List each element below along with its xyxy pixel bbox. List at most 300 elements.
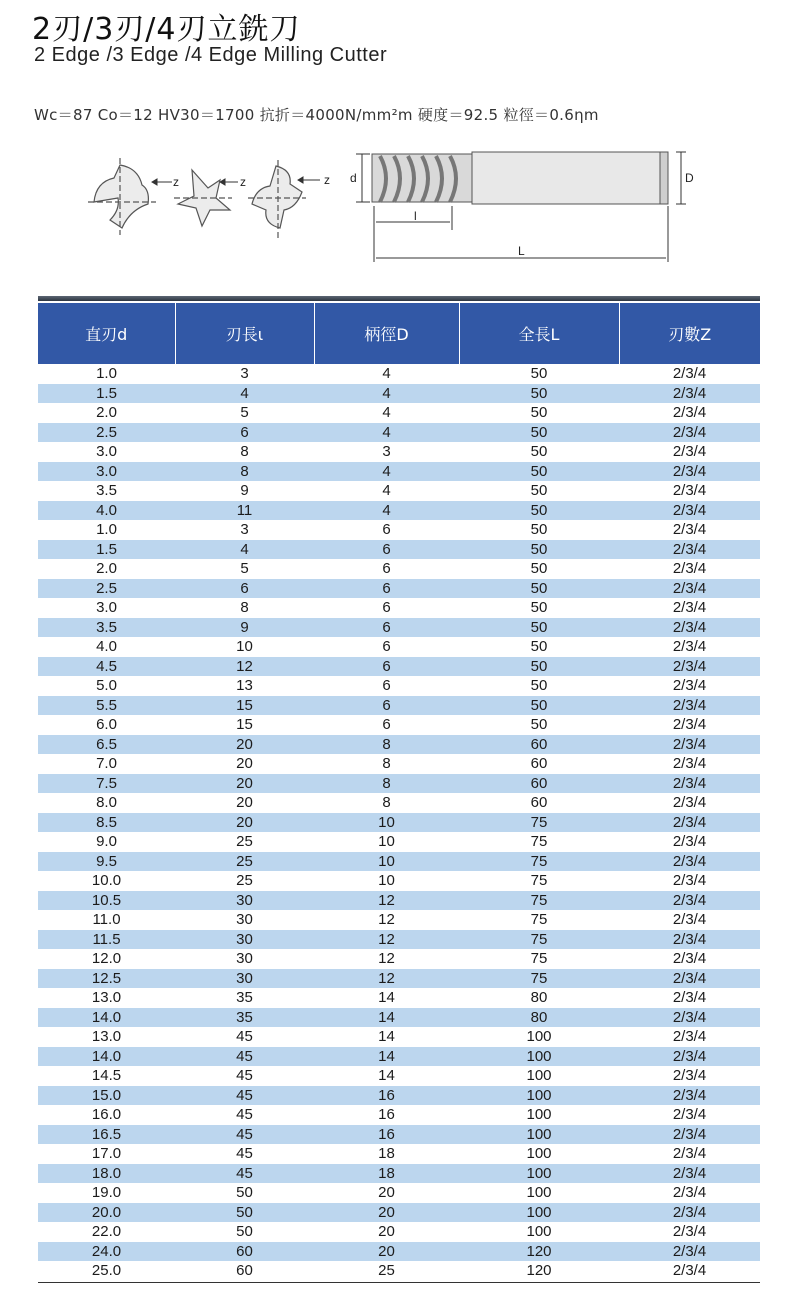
cell-edge-length: 4 bbox=[175, 540, 314, 560]
cell-diameter: 1.0 bbox=[96, 365, 117, 382]
cell-diameter: 2.0 bbox=[96, 560, 117, 577]
cell-shank-diameter: 12 bbox=[378, 911, 395, 928]
cell-overall-length: 50 bbox=[459, 423, 619, 443]
cell-edge-length: 45 bbox=[175, 1164, 314, 1184]
cell-flutes: 2/3/4 bbox=[619, 774, 760, 794]
cell-overall-length: 50 bbox=[530, 365, 548, 382]
table-row bbox=[38, 754, 760, 774]
z-label-1: z bbox=[173, 175, 179, 189]
cell-shank-diameter: 10 bbox=[378, 833, 395, 850]
z-label-2: z bbox=[240, 175, 246, 189]
table-row bbox=[38, 1027, 760, 1047]
cell-flutes: 2/3/4 bbox=[619, 852, 760, 872]
table-row bbox=[38, 559, 760, 579]
cell-edge-length: 8 bbox=[240, 443, 249, 460]
cell-edge-length: 25 bbox=[236, 872, 253, 889]
cell-shank-diameter: 4 bbox=[314, 384, 459, 404]
cell-flutes: 2/3/4 bbox=[672, 1145, 707, 1162]
cell-shank-diameter: 18 bbox=[378, 1145, 395, 1162]
three-edge-end-view-icon bbox=[174, 170, 232, 226]
table-row bbox=[38, 715, 760, 735]
cell-flutes: 2/3/4 bbox=[619, 540, 760, 560]
cell-flutes: 2/3/4 bbox=[672, 638, 707, 655]
cell-diameter: 5.5 bbox=[38, 696, 175, 716]
cell-diameter: 13.0 bbox=[91, 989, 122, 1006]
table-row bbox=[38, 657, 760, 677]
cell-edge-length: 45 bbox=[175, 1125, 314, 1145]
table-row bbox=[38, 1008, 760, 1028]
cell-edge-length: 45 bbox=[236, 1067, 253, 1084]
cell-edge-length: 30 bbox=[236, 911, 253, 928]
cell-diameter: 20.0 bbox=[38, 1203, 175, 1223]
table-row bbox=[38, 696, 760, 716]
cell-edge-length: 3 bbox=[240, 365, 249, 382]
cell-edge-length: 60 bbox=[175, 1242, 314, 1262]
spec-table bbox=[38, 303, 760, 1281]
cell-overall-length: 50 bbox=[530, 521, 548, 538]
cell-flutes: 2/3/4 bbox=[619, 1203, 760, 1223]
cell-shank-diameter: 6 bbox=[382, 560, 391, 577]
cell-flutes: 2/3/4 bbox=[619, 579, 760, 599]
cell-shank-diameter: 14 bbox=[378, 1028, 395, 1045]
table-row bbox=[38, 988, 760, 1008]
cell-shank-diameter: 18 bbox=[314, 1164, 459, 1184]
cell-shank-diameter: 14 bbox=[378, 1067, 395, 1084]
cell-overall-length: 50 bbox=[530, 677, 548, 694]
cell-flutes: 2/3/4 bbox=[672, 833, 707, 850]
cell-edge-length: 8 bbox=[175, 462, 314, 482]
cell-overall-length: 60 bbox=[530, 755, 548, 772]
table-row bbox=[38, 501, 760, 521]
cell-shank-diameter: 6 bbox=[382, 521, 391, 538]
table-row bbox=[38, 403, 760, 423]
table-row bbox=[38, 891, 760, 911]
table-row bbox=[38, 1242, 760, 1262]
cell-edge-length: 45 bbox=[175, 1086, 314, 1106]
cell-overall-length: 50 bbox=[459, 462, 619, 482]
cell-diameter: 6.0 bbox=[96, 716, 117, 733]
table-row bbox=[38, 1203, 760, 1223]
cell-diameter: 6.5 bbox=[38, 735, 175, 755]
table-row bbox=[38, 1222, 760, 1242]
cell-diameter: 16.0 bbox=[91, 1106, 122, 1123]
cell-edge-length: 6 bbox=[175, 579, 314, 599]
cell-edge-length: 45 bbox=[175, 1047, 314, 1067]
cell-diameter: 24.0 bbox=[38, 1242, 175, 1262]
table-row bbox=[38, 969, 760, 989]
cell-shank-diameter: 4 bbox=[314, 423, 459, 443]
cell-flutes: 2/3/4 bbox=[619, 1125, 760, 1145]
cell-diameter: 18.0 bbox=[38, 1164, 175, 1184]
cell-overall-length: 100 bbox=[459, 1086, 619, 1106]
cell-diameter: 3.0 bbox=[96, 599, 117, 616]
col-header-diameter: 直刃d bbox=[38, 303, 175, 364]
cell-flutes: 2/3/4 bbox=[619, 891, 760, 911]
cell-diameter: 1.5 bbox=[38, 540, 175, 560]
cell-shank-diameter: 4 bbox=[314, 501, 459, 521]
cell-overall-length: 50 bbox=[459, 696, 619, 716]
cell-diameter: 1.5 bbox=[38, 384, 175, 404]
cell-overall-length: 75 bbox=[530, 833, 548, 850]
table-bottom-rule bbox=[38, 1282, 760, 1283]
cell-diameter: 3.5 bbox=[38, 618, 175, 638]
cell-diameter: 25.0 bbox=[91, 1262, 122, 1279]
cell-flutes: 2/3/4 bbox=[672, 521, 707, 538]
cell-overall-length: 50 bbox=[530, 482, 548, 499]
cell-diameter: 3.0 bbox=[96, 443, 117, 460]
page-subtitle: 2 Edge /3 Edge /4 Edge Milling Cutter bbox=[34, 44, 388, 66]
cell-shank-diameter: 8 bbox=[382, 755, 391, 772]
cell-edge-length: 12 bbox=[175, 657, 314, 677]
table-row bbox=[38, 949, 760, 969]
col-header-flutes: 刃數Z bbox=[619, 303, 760, 364]
cell-overall-length: 50 bbox=[530, 716, 548, 733]
table-row bbox=[38, 1105, 760, 1125]
table-row bbox=[38, 832, 760, 852]
cell-overall-length: 75 bbox=[530, 911, 548, 928]
cell-flutes: 2/3/4 bbox=[619, 384, 760, 404]
table-row bbox=[38, 364, 760, 384]
cell-overall-length: 50 bbox=[530, 560, 548, 577]
cell-diameter: 12.0 bbox=[91, 950, 122, 967]
cell-diameter: 4.0 bbox=[38, 501, 175, 521]
table-row bbox=[38, 442, 760, 462]
cell-diameter: 8.5 bbox=[38, 813, 175, 833]
cell-overall-length: 75 bbox=[530, 950, 548, 967]
cell-diameter: 11.5 bbox=[38, 930, 175, 950]
cell-flutes: 2/3/4 bbox=[619, 1164, 760, 1184]
table-row bbox=[38, 1144, 760, 1164]
page-title: 2刃/3刃/4刃立銑刀 bbox=[32, 12, 301, 47]
cell-flutes: 2/3/4 bbox=[619, 423, 760, 443]
cell-flutes: 2/3/4 bbox=[672, 794, 707, 811]
table-row bbox=[38, 852, 760, 872]
cell-shank-diameter: 6 bbox=[382, 638, 391, 655]
cell-overall-length: 50 bbox=[530, 443, 548, 460]
cell-shank-diameter: 12 bbox=[378, 950, 395, 967]
cell-flutes: 2/3/4 bbox=[672, 989, 707, 1006]
cell-flutes: 2/3/4 bbox=[672, 1028, 707, 1045]
cell-diameter: 14.0 bbox=[38, 1047, 175, 1067]
d-label: d bbox=[350, 171, 357, 185]
col-header-shank-diameter: 柄徑D bbox=[314, 303, 459, 364]
cell-overall-length: 100 bbox=[526, 1067, 552, 1084]
cell-flutes: 2/3/4 bbox=[672, 404, 707, 421]
cell-edge-length: 13 bbox=[236, 677, 253, 694]
cell-flutes: 2/3/4 bbox=[672, 677, 707, 694]
cell-flutes: 2/3/4 bbox=[619, 618, 760, 638]
cell-overall-length: 50 bbox=[459, 579, 619, 599]
cell-shank-diameter: 8 bbox=[314, 774, 459, 794]
cell-overall-length: 100 bbox=[526, 1184, 552, 1201]
cell-diameter: 7.5 bbox=[38, 774, 175, 794]
cell-edge-length: 15 bbox=[175, 696, 314, 716]
table-row bbox=[38, 579, 760, 599]
cell-edge-length: 20 bbox=[175, 813, 314, 833]
table-row bbox=[38, 735, 760, 755]
cell-edge-length: 15 bbox=[236, 716, 253, 733]
cell-diameter: 14.0 bbox=[38, 1008, 175, 1028]
cell-edge-length: 50 bbox=[175, 1203, 314, 1223]
cell-edge-length: 5 bbox=[240, 404, 249, 421]
table-row bbox=[38, 481, 760, 501]
table-row bbox=[38, 793, 760, 813]
cell-diameter: 10.5 bbox=[38, 891, 175, 911]
cell-shank-diameter: 10 bbox=[314, 813, 459, 833]
cell-diameter: 15.0 bbox=[38, 1086, 175, 1106]
cell-diameter: 11.0 bbox=[92, 911, 121, 928]
col-header-overall-length: 全長L bbox=[459, 303, 619, 364]
cell-edge-length: 30 bbox=[175, 969, 314, 989]
table-row bbox=[38, 618, 760, 638]
cell-flutes: 2/3/4 bbox=[672, 1262, 707, 1279]
cell-shank-diameter: 8 bbox=[314, 735, 459, 755]
material-specs: Wc＝87 Co＝12 HV30＝1700 抗折＝4000N/mm²m 硬度＝92.5 粒徑＝0.6ηm bbox=[34, 106, 599, 124]
cutter-diagram bbox=[80, 140, 720, 270]
table-row bbox=[38, 774, 760, 794]
table-top-rule bbox=[38, 296, 760, 301]
D-label: D bbox=[685, 171, 694, 185]
cell-overall-length: 60 bbox=[530, 794, 548, 811]
cell-flutes: 2/3/4 bbox=[619, 735, 760, 755]
cell-shank-diameter: 20 bbox=[314, 1203, 459, 1223]
cell-edge-length: 45 bbox=[236, 1028, 253, 1045]
two-edge-end-view-icon bbox=[88, 158, 156, 235]
cell-diameter: 4.0 bbox=[96, 638, 117, 655]
cell-overall-length: 50 bbox=[459, 657, 619, 677]
cell-diameter: 1.0 bbox=[96, 521, 117, 538]
table-row bbox=[38, 813, 760, 833]
cell-overall-length: 100 bbox=[459, 1203, 619, 1223]
cell-flutes: 2/3/4 bbox=[672, 1184, 707, 1201]
cell-flutes: 2/3/4 bbox=[619, 1086, 760, 1106]
cell-shank-diameter: 6 bbox=[314, 540, 459, 560]
cell-shank-diameter: 6 bbox=[382, 716, 391, 733]
cell-shank-diameter: 6 bbox=[314, 618, 459, 638]
cell-diameter: 10.0 bbox=[91, 872, 122, 889]
table-row bbox=[38, 384, 760, 404]
cell-diameter: 19.0 bbox=[91, 1184, 122, 1201]
cell-shank-diameter: 14 bbox=[314, 1047, 459, 1067]
cell-diameter: 3.0 bbox=[38, 462, 175, 482]
cell-flutes: 2/3/4 bbox=[672, 755, 707, 772]
cell-flutes: 2/3/4 bbox=[672, 365, 707, 382]
table-row bbox=[38, 540, 760, 560]
cell-edge-length: 20 bbox=[236, 755, 253, 772]
cell-overall-length: 60 bbox=[459, 735, 619, 755]
cell-edge-length: 30 bbox=[236, 950, 253, 967]
cell-flutes: 2/3/4 bbox=[619, 696, 760, 716]
cell-overall-length: 80 bbox=[459, 1008, 619, 1028]
four-edge-end-view-icon bbox=[248, 160, 306, 238]
cell-shank-diameter: 12 bbox=[314, 891, 459, 911]
cell-edge-length: 50 bbox=[236, 1184, 253, 1201]
table-row bbox=[38, 1183, 760, 1203]
cell-diameter: 13.0 bbox=[91, 1028, 122, 1045]
table-row bbox=[38, 1164, 760, 1184]
col-header-edge-length: 刃長ι bbox=[175, 303, 314, 364]
cell-edge-length: 50 bbox=[236, 1223, 253, 1240]
cell-edge-length: 6 bbox=[175, 423, 314, 443]
cell-flutes: 2/3/4 bbox=[619, 969, 760, 989]
cell-edge-length: 35 bbox=[175, 1008, 314, 1028]
table-row bbox=[38, 423, 760, 443]
z-label-3: z bbox=[324, 173, 330, 187]
cell-overall-length: 80 bbox=[530, 989, 548, 1006]
cell-shank-diameter: 20 bbox=[314, 1242, 459, 1262]
cell-overall-length: 120 bbox=[459, 1242, 619, 1262]
table-row bbox=[38, 520, 760, 540]
cell-shank-diameter: 12 bbox=[314, 930, 459, 950]
cell-diameter: 4.5 bbox=[38, 657, 175, 677]
cell-diameter: 5.0 bbox=[96, 677, 117, 694]
cell-edge-length: 4 bbox=[175, 384, 314, 404]
cell-flutes: 2/3/4 bbox=[619, 1242, 760, 1262]
cell-flutes: 2/3/4 bbox=[619, 501, 760, 521]
cell-diameter: 9.0 bbox=[96, 833, 117, 850]
cell-diameter: 7.0 bbox=[96, 755, 117, 772]
table-row bbox=[38, 1047, 760, 1067]
cell-edge-length: 9 bbox=[240, 482, 249, 499]
cell-overall-length: 50 bbox=[459, 501, 619, 521]
table-row bbox=[38, 598, 760, 618]
cell-shank-diameter: 6 bbox=[382, 677, 391, 694]
cell-edge-length: 10 bbox=[236, 638, 253, 655]
cell-overall-length: 75 bbox=[459, 852, 619, 872]
cell-flutes: 2/3/4 bbox=[619, 930, 760, 950]
cell-diameter: 17.0 bbox=[91, 1145, 122, 1162]
cell-edge-length: 20 bbox=[236, 794, 253, 811]
table-row bbox=[38, 1066, 760, 1086]
cell-flutes: 2/3/4 bbox=[672, 1223, 707, 1240]
cell-flutes: 2/3/4 bbox=[619, 462, 760, 482]
L-label: L bbox=[518, 244, 525, 258]
cell-diameter: 22.0 bbox=[91, 1223, 122, 1240]
cell-overall-length: 100 bbox=[526, 1106, 552, 1123]
cell-flutes: 2/3/4 bbox=[672, 950, 707, 967]
cell-overall-length: 50 bbox=[459, 540, 619, 560]
cell-shank-diameter: 10 bbox=[314, 852, 459, 872]
cell-edge-length: 30 bbox=[175, 930, 314, 950]
cell-overall-length: 75 bbox=[459, 969, 619, 989]
cell-flutes: 2/3/4 bbox=[672, 716, 707, 733]
cell-diameter: 16.5 bbox=[38, 1125, 175, 1145]
cell-overall-length: 75 bbox=[459, 930, 619, 950]
cell-edge-length: 20 bbox=[175, 735, 314, 755]
cell-shank-diameter: 14 bbox=[378, 989, 395, 1006]
table-row bbox=[38, 871, 760, 891]
milling-cutter-side-view-icon bbox=[372, 152, 668, 204]
cell-overall-length: 75 bbox=[459, 813, 619, 833]
cell-shank-diameter: 4 bbox=[382, 482, 391, 499]
cell-shank-diameter: 25 bbox=[378, 1262, 395, 1279]
table-row bbox=[38, 1125, 760, 1145]
cell-shank-diameter: 4 bbox=[382, 404, 391, 421]
cell-shank-diameter: 4 bbox=[314, 462, 459, 482]
cell-flutes: 2/3/4 bbox=[672, 482, 707, 499]
cell-overall-length: 50 bbox=[530, 599, 548, 616]
cell-edge-length: 3 bbox=[240, 521, 249, 538]
cell-diameter: 2.0 bbox=[96, 404, 117, 421]
cell-edge-length: 25 bbox=[236, 833, 253, 850]
cell-flutes: 2/3/4 bbox=[672, 1067, 707, 1084]
cell-flutes: 2/3/4 bbox=[672, 872, 707, 889]
cell-overall-length: 120 bbox=[526, 1262, 552, 1279]
cell-overall-length: 50 bbox=[459, 618, 619, 638]
cell-flutes: 2/3/4 bbox=[619, 657, 760, 677]
cell-flutes: 2/3/4 bbox=[672, 560, 707, 577]
table-row bbox=[38, 676, 760, 696]
cell-shank-diameter: 6 bbox=[314, 579, 459, 599]
cell-overall-length: 100 bbox=[526, 1145, 552, 1162]
cell-shank-diameter: 3 bbox=[382, 443, 391, 460]
cell-edge-length: 5 bbox=[240, 560, 249, 577]
cell-diameter: 2.5 bbox=[38, 423, 175, 443]
cell-flutes: 2/3/4 bbox=[672, 911, 707, 928]
cell-shank-diameter: 6 bbox=[314, 696, 459, 716]
cell-overall-length: 100 bbox=[526, 1223, 552, 1240]
cell-diameter: 8.0 bbox=[96, 794, 117, 811]
cell-shank-diameter: 6 bbox=[314, 657, 459, 677]
cell-edge-length: 11 bbox=[175, 501, 314, 521]
cell-overall-length: 50 bbox=[530, 404, 548, 421]
cell-edge-length: 20 bbox=[175, 774, 314, 794]
cell-shank-diameter: 8 bbox=[382, 794, 391, 811]
cell-flutes: 2/3/4 bbox=[672, 1106, 707, 1123]
table-header-row bbox=[38, 303, 760, 364]
cell-edge-length: 30 bbox=[175, 891, 314, 911]
cell-overall-length: 100 bbox=[459, 1047, 619, 1067]
table-row bbox=[38, 910, 760, 930]
cell-edge-length: 9 bbox=[175, 618, 314, 638]
cell-edge-length: 45 bbox=[236, 1145, 253, 1162]
table-row bbox=[38, 930, 760, 950]
cell-edge-length: 25 bbox=[175, 852, 314, 872]
cell-flutes: 2/3/4 bbox=[619, 1008, 760, 1028]
table-row bbox=[38, 1086, 760, 1106]
cell-diameter: 12.5 bbox=[38, 969, 175, 989]
cell-overall-length: 60 bbox=[459, 774, 619, 794]
cell-shank-diameter: 6 bbox=[382, 599, 391, 616]
cell-diameter: 9.5 bbox=[38, 852, 175, 872]
cell-flutes: 2/3/4 bbox=[672, 599, 707, 616]
table-row bbox=[38, 1261, 760, 1281]
cell-shank-diameter: 12 bbox=[314, 969, 459, 989]
cell-edge-length: 35 bbox=[236, 989, 253, 1006]
cell-shank-diameter: 10 bbox=[378, 872, 395, 889]
cell-flutes: 2/3/4 bbox=[672, 443, 707, 460]
cell-edge-length: 45 bbox=[236, 1106, 253, 1123]
cell-overall-length: 50 bbox=[459, 384, 619, 404]
cell-shank-diameter: 14 bbox=[314, 1008, 459, 1028]
cell-shank-diameter: 16 bbox=[314, 1086, 459, 1106]
cell-shank-diameter: 4 bbox=[382, 365, 391, 382]
cell-edge-length: 8 bbox=[240, 599, 249, 616]
cell-flutes: 2/3/4 bbox=[619, 813, 760, 833]
cell-shank-diameter: 16 bbox=[378, 1106, 395, 1123]
table-row bbox=[38, 637, 760, 657]
cell-overall-length: 75 bbox=[530, 872, 548, 889]
cell-shank-diameter: 20 bbox=[378, 1223, 395, 1240]
table-row bbox=[38, 462, 760, 482]
l-label: l bbox=[414, 209, 417, 223]
cell-flutes: 2/3/4 bbox=[619, 1047, 760, 1067]
cell-overall-length: 100 bbox=[526, 1028, 552, 1045]
cell-overall-length: 100 bbox=[459, 1125, 619, 1145]
cell-diameter: 2.5 bbox=[38, 579, 175, 599]
cell-edge-length: 60 bbox=[236, 1262, 253, 1279]
cell-overall-length: 100 bbox=[459, 1164, 619, 1184]
